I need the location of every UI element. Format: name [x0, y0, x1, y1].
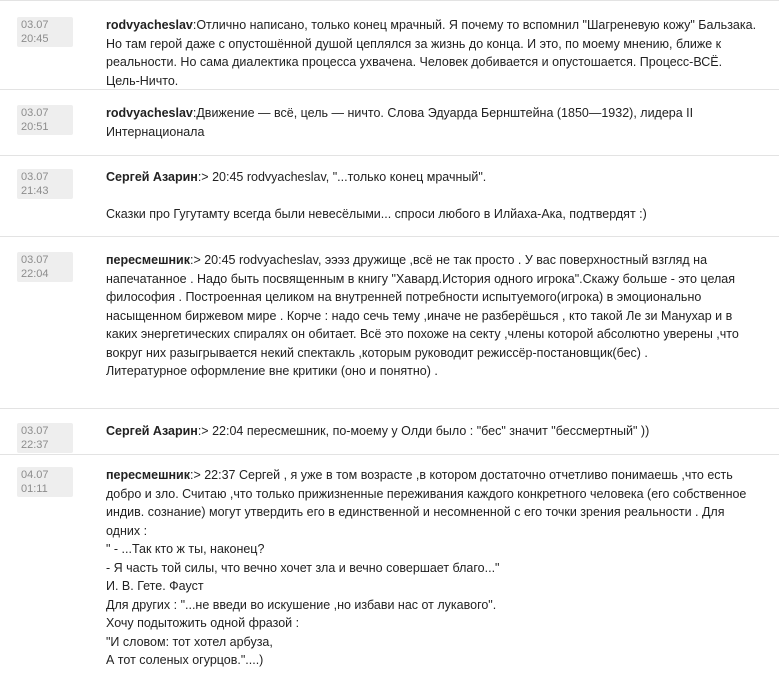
comment-item	[0, 90, 779, 156]
comment-timestamp: 03.07 22:04	[17, 252, 73, 282]
comment-author[interactable]: пересмешник	[106, 468, 190, 482]
comment-text: :> 22:37 Сергей , я уже в том возрасте ,в котором достаточно отчетливо понимаешь ,что есть добро и зло. Считаю ,что только прижизненные переживания каждого конкретного человека (его собственное индив. сознание) могут утвердить его в единственной и несомненной с его точки зрения реальности . Для одних : " - ...Так кто ж ты, наконец? - Я часть той силы, что вечно хочет зла и вечно совершает благо..." И. В. Гете. Фауст Для других : "...не введи во искушение ,но избави нас от лукавого". Хочу подытожить одной фразой : "И словом: тот хотел арбуза, А тот соленых огурцов."....)	[106, 468, 747, 667]
comment-text: :Отлично написано, только конец мрачный. Я почему то вспомнил "Шагреневую кожу" Бальзака. Но там герой даже с опустошённой душой цеплялся за жизнь до конца. И это, по моему мнению, ближе к реальности. Но сама диалектика процесса ухвачена. Человек добивается и опустошается. Процесс-ВСЁ. Цель-Ничто.	[106, 18, 757, 88]
comment-text: :> 20:45 rodvyacheslav, "...только конец мрачный". Сказки про Гугутамту всегда были невесёлыми... спроси любого в Илйаха-Ака, подтвердят :)	[106, 170, 647, 221]
comment-item	[0, 409, 779, 455]
comment-item	[0, 156, 779, 237]
comment-body	[106, 1, 759, 90]
comment-timestamp: 04.07 01:11	[17, 467, 73, 497]
comment-author[interactable]: rodvyacheslav	[106, 18, 193, 32]
comment-text: :> 22:04 пересмешник, по-моему у Олди было : "бес" значит "бессмертный" ))	[197, 424, 650, 438]
comment-item	[0, 455, 779, 681]
comment-timestamp: 03.07 20:45	[17, 17, 73, 47]
comment-timestamp: 03.07 22:37	[17, 423, 73, 453]
comment-author[interactable]: пересмешник	[106, 253, 190, 267]
comment-text: :> 20:45 rodvyacheslav, эээз дружище ,всё не так просто . У вас поверхностный взгляд на напечатанное . Надо быть посвященным в книгу "Хавард.История одного игрока".Скажу больше - это целая философия . Построенная целиком на внутренней потребности испытуемого(игрока) в эмоционально насыщенном биржевом мире . Корче : надо сечь тему ,иначе не разберёшься , кто такой Ле зи Манухар и в каких энергетических спиралях он обитает. Всё это похоже на секту ,члены которой абсолютно уверены ,что вокруг них разыгрывается некий спектакль ,которым руководит режиссёр-постановщик(бес) . Литературное оформление вне критики (оно и понятно) .	[106, 253, 739, 378]
comment-author[interactable]: rodvyacheslav	[106, 106, 193, 120]
comment-author[interactable]: Сергей Азарин	[106, 424, 198, 438]
comment-body	[106, 156, 759, 224]
comment-item	[0, 237, 779, 409]
comment-body	[106, 237, 759, 381]
comment-body	[106, 455, 759, 670]
comment-item	[0, 0, 779, 90]
comment-text: :Движение — всё, цель — ничто. Слова Эдуарда Бернштейна (1850—1932), лидера II Интернационала	[106, 106, 694, 139]
comment-body	[106, 409, 759, 441]
comment-timestamp: 03.07 20:51	[17, 105, 73, 135]
comment-author[interactable]: Сергей Азарин	[106, 170, 198, 184]
comment-body	[106, 90, 759, 141]
comment-timestamp: 03.07 21:43	[17, 169, 73, 199]
